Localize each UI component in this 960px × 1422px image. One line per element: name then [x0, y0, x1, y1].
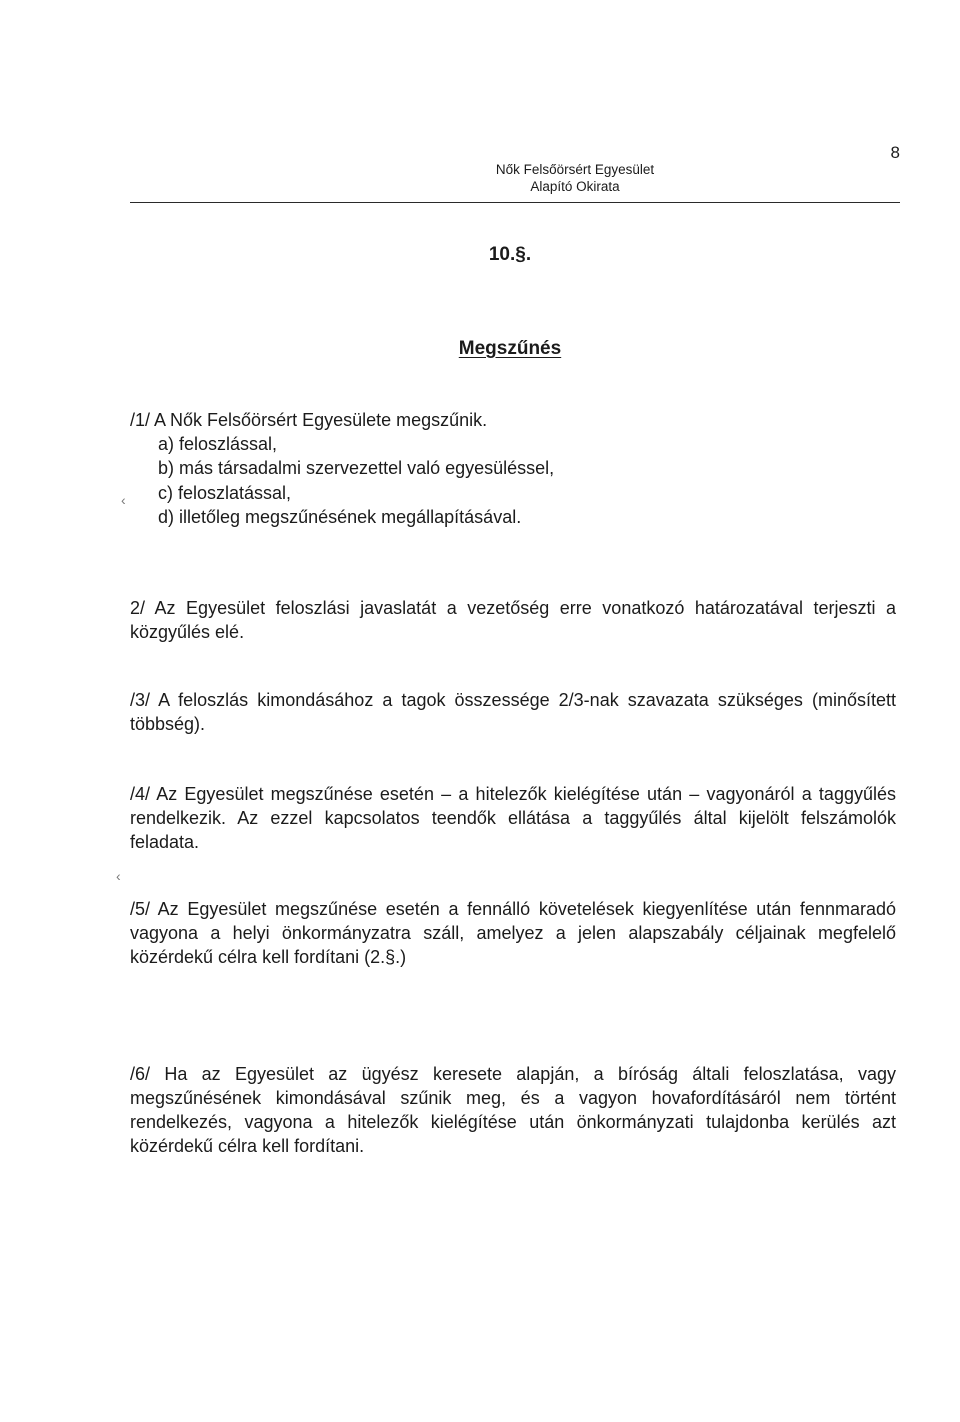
- paragraph-4-text: /4/ Az Egyesület megszűnése esetén – a hitelezők kielégítése után – vagyonáról a taggyűlés rendelkezik. Az ezzel kapcsolatos teendők ellátása a taggyűlés által kijelölt felszámolók feladata.: [130, 784, 896, 852]
- list-item: d) illetőleg megszűnésének megállapításával.: [158, 506, 522, 527]
- paragraph-1-intro: [130, 408, 896, 432]
- list-item: c) feloszlatással,: [158, 482, 292, 503]
- paragraph-4: [130, 782, 896, 854]
- header-organization: Nők Felsőörsért Egyesület: [495, 162, 655, 177]
- header-document-title: Alapító Okirata: [530, 179, 620, 194]
- paragraph-5: [130, 897, 896, 969]
- list-item: a) feloszlással,: [158, 434, 278, 454]
- section-number: 10.§.: [488, 244, 532, 265]
- paragraph-2: [130, 596, 896, 644]
- section-title: Megszűnés: [458, 338, 562, 359]
- paragraph-6-text: /6/ Ha az Egyesület az ügyész keresete alapján, a bíróság általi feloszlatása, vagy megszűnésének kimondásával szűnik meg, és a vagyon hovafordításáról nem történt rendelkezés, vagyona a hitelezők kielégítése után önkormányzati tulajdonba kerülés azt közérdekű célra kell fordítani.: [130, 1064, 896, 1156]
- paragraph-3-text: /3/ A feloszlás kimondásához a tagok összessége 2/3-nak szavazata szükséges (minősített többség).: [130, 690, 896, 734]
- paragraph-1-intro-text: /1/ A Nők Felsőörsért Egyesülete megszűnik.: [130, 410, 488, 430]
- paragraph-3: [130, 688, 896, 736]
- paragraph-2-text: 2/ Az Egyesület feloszlási javaslatát a vezetőség erre vonatkozó határozatával terjeszti a közgyűlés elé.: [130, 598, 896, 642]
- page-number: 8: [890, 143, 900, 162]
- paragraph-5-text: /5/ Az Egyesület megszűnése esetén a fennálló követelések kiegyenlítése után fennmaradó vagyona a helyi önkormányzatra száll, amelyez a jelen alapszabály céljainak megfelelő közérdekű célra kell fordítani (2.§.): [130, 899, 896, 967]
- paragraph-1-list: [158, 432, 554, 529]
- list-item: b) más társadalmi szervezettel való egyesüléssel,: [158, 458, 555, 479]
- header-divider: [130, 202, 900, 203]
- scan-mark: ‹: [116, 868, 121, 884]
- scan-mark: ‹: [121, 492, 126, 508]
- paragraph-6: [130, 1062, 896, 1158]
- page-header: [130, 143, 900, 206]
